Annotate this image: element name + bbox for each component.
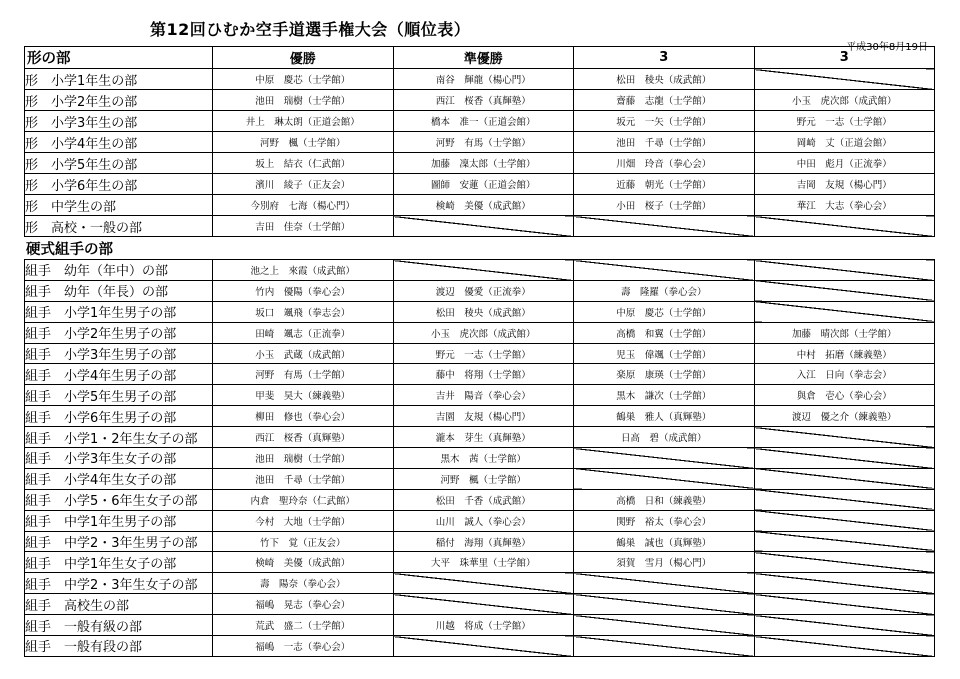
table-row bbox=[25, 531, 935, 552]
empty-result-cell bbox=[574, 636, 755, 657]
runner-up-cell: 南谷 輝龍（楊心門） bbox=[393, 69, 574, 90]
table-row bbox=[25, 195, 935, 216]
page-title: 第12回ひむか空手道選手権大会（順位表） bbox=[150, 20, 471, 39]
category-cell: 形 小学4年生の部 bbox=[25, 132, 213, 153]
table-row bbox=[25, 111, 935, 132]
winner-cell: 小玉 武蔵（成武館） bbox=[213, 343, 394, 364]
table-row bbox=[25, 468, 935, 489]
table-row bbox=[25, 510, 935, 531]
winner-cell: 西江 桜香（真輝塾） bbox=[213, 427, 394, 448]
third-a-cell: 楽原 康瑛（士学館） bbox=[574, 364, 755, 385]
winner-cell: 池田 瑞樹（士学館） bbox=[213, 90, 394, 111]
empty-result-cell bbox=[754, 280, 935, 301]
category-cell: 組手 小学4年生女子の部 bbox=[25, 468, 213, 489]
runner-up-cell: 西江 桜香（真輝塾） bbox=[393, 90, 574, 111]
empty-result-cell bbox=[754, 427, 935, 448]
runner-up-cell: 吉園 友規（楊心門） bbox=[393, 406, 574, 427]
winner-cell: 荒武 盛二（士学館） bbox=[213, 615, 394, 636]
runner-up-cell: 山川 誠人（拳心会） bbox=[393, 510, 574, 531]
table-row bbox=[25, 406, 935, 427]
third-a-cell: 須賀 雪月（楊心門） bbox=[574, 552, 755, 573]
third-a-cell: 松田 稜央（成武館） bbox=[574, 69, 755, 90]
winner-cell: 池田 瑞樹（士学館） bbox=[213, 448, 394, 469]
table-row bbox=[25, 552, 935, 573]
table-row bbox=[25, 90, 935, 111]
header-third-b: 3 bbox=[754, 47, 935, 69]
winner-cell: 柳田 修也（拳心会） bbox=[213, 406, 394, 427]
winner-cell: 甲斐 昊大（練義塾） bbox=[213, 385, 394, 406]
third-a-cell: 黒木 謙次（士学館） bbox=[574, 385, 755, 406]
category-cell: 形 小学6年生の部 bbox=[25, 174, 213, 195]
table-row bbox=[25, 280, 935, 301]
table-row bbox=[25, 573, 935, 594]
empty-result-cell bbox=[754, 301, 935, 322]
third-a-cell: 高橋 日和（練義塾） bbox=[574, 489, 755, 510]
empty-result-cell bbox=[754, 216, 935, 237]
runner-up-cell: 野元 一志（士学館） bbox=[393, 343, 574, 364]
category-cell: 組手 小学5年生男子の部 bbox=[25, 385, 213, 406]
runner-up-cell: 橋本 准一（正道会館） bbox=[393, 111, 574, 132]
table-row bbox=[25, 489, 935, 510]
category-cell: 形 中学生の部 bbox=[25, 195, 213, 216]
empty-result-cell bbox=[754, 594, 935, 615]
winner-cell: 壽 陽奈（拳心会） bbox=[213, 573, 394, 594]
runner-up-cell: 小玉 虎次郎（成武館） bbox=[393, 322, 574, 343]
kata-header-row bbox=[25, 47, 935, 69]
table-row bbox=[25, 343, 935, 364]
winner-cell: 坂上 結衣（仁武館） bbox=[213, 153, 394, 174]
third-b-cell: 吉岡 友規（楊心門） bbox=[754, 174, 935, 195]
category-cell: 組手 幼年（年長）の部 bbox=[25, 280, 213, 301]
third-b-cell: 岡崎 丈（正道会館） bbox=[754, 132, 935, 153]
runner-up-cell: 稲付 海翔（真輝塾） bbox=[393, 531, 574, 552]
table-row bbox=[25, 216, 935, 237]
table-row bbox=[25, 448, 935, 469]
winner-cell: 井上 琳太朗（正道会館） bbox=[213, 111, 394, 132]
empty-result-cell bbox=[393, 216, 574, 237]
winner-cell: 福嶋 晃志（拳心会） bbox=[213, 594, 394, 615]
third-a-cell: 齋藤 志龍（士学館） bbox=[574, 90, 755, 111]
table-row bbox=[25, 260, 935, 281]
empty-result-cell bbox=[754, 510, 935, 531]
winner-cell: 河野 有馬（士学館） bbox=[213, 364, 394, 385]
third-a-cell: 鶴巣 雅人（真輝塾） bbox=[574, 406, 755, 427]
category-cell: 組手 小学2年生男子の部 bbox=[25, 322, 213, 343]
winner-cell: 今村 大地（士学館） bbox=[213, 510, 394, 531]
third-a-cell: 近藤 朝光（士学館） bbox=[574, 174, 755, 195]
empty-result-cell bbox=[393, 594, 574, 615]
winner-cell: 池之上 來霞（成武館） bbox=[213, 260, 394, 281]
runner-up-cell: 松田 千香（成武館） bbox=[393, 489, 574, 510]
third-a-cell: 日高 碧（成武館） bbox=[574, 427, 755, 448]
third-b-cell: 與倉 壱心（拳心会） bbox=[754, 385, 935, 406]
empty-result-cell bbox=[393, 636, 574, 657]
third-a-cell: 池田 千尋（士学館） bbox=[574, 132, 755, 153]
category-cell: 組手 一般有段の部 bbox=[25, 636, 213, 657]
empty-result-cell bbox=[574, 615, 755, 636]
empty-result-cell bbox=[754, 468, 935, 489]
winner-cell: 中原 慶芯（士学館） bbox=[213, 69, 394, 90]
table-row bbox=[25, 427, 935, 448]
category-cell: 形 高校・一般の部 bbox=[25, 216, 213, 237]
category-cell: 組手 幼年（年中）の部 bbox=[25, 260, 213, 281]
empty-result-cell bbox=[754, 69, 935, 90]
kata-section-label: 形の部 bbox=[25, 47, 213, 69]
category-cell: 組手 中学1年生女子の部 bbox=[25, 552, 213, 573]
category-cell: 組手 小学1・2年生女子の部 bbox=[25, 427, 213, 448]
winner-cell: 坂口 颯飛（拳志会） bbox=[213, 301, 394, 322]
runner-up-cell: 瀧本 芽生（真輝塾） bbox=[393, 427, 574, 448]
category-cell: 組手 小学3年生女子の部 bbox=[25, 448, 213, 469]
winner-cell: 福嶋 一志（拳心会） bbox=[213, 636, 394, 657]
category-cell: 組手 小学6年生男子の部 bbox=[25, 406, 213, 427]
table-row bbox=[25, 301, 935, 322]
third-b-cell: 加藤 晴次郎（士学館） bbox=[754, 322, 935, 343]
third-a-cell: 高橋 和翼（士学館） bbox=[574, 322, 755, 343]
empty-result-cell bbox=[574, 260, 755, 281]
third-a-cell: 壽 隆羅（拳心会） bbox=[574, 280, 755, 301]
runner-up-cell: 吉井 陽音（拳心会） bbox=[393, 385, 574, 406]
runner-up-cell: 渡辺 優愛（正流拳） bbox=[393, 280, 574, 301]
category-cell: 組手 高校生の部 bbox=[25, 594, 213, 615]
third-a-cell: 中原 慶芯（士学館） bbox=[574, 301, 755, 322]
winner-cell: 検崎 美優（成武館） bbox=[213, 552, 394, 573]
third-a-cell: 川畑 玲音（拳心会） bbox=[574, 153, 755, 174]
third-a-cell: 小田 桜子（士学館） bbox=[574, 195, 755, 216]
category-cell: 組手 中学2・3年生女子の部 bbox=[25, 573, 213, 594]
table-row bbox=[25, 594, 935, 615]
runner-up-cell: 川越 将成（士学館） bbox=[393, 615, 574, 636]
category-cell: 組手 小学4年生男子の部 bbox=[25, 364, 213, 385]
category-cell: 組手 中学2・3年生男子の部 bbox=[25, 531, 213, 552]
empty-result-cell bbox=[754, 260, 935, 281]
winner-cell: 河野 楓（士学館） bbox=[213, 132, 394, 153]
table-row bbox=[25, 364, 935, 385]
category-cell: 組手 小学3年生男子の部 bbox=[25, 343, 213, 364]
winner-cell: 池田 千尋（士学館） bbox=[213, 468, 394, 489]
header-third-a: 3 bbox=[574, 47, 755, 69]
category-cell: 組手 中学1年生男子の部 bbox=[25, 510, 213, 531]
category-cell: 組手 小学1年生男子の部 bbox=[25, 301, 213, 322]
runner-up-cell: 加藤 凜太郎（士学館） bbox=[393, 153, 574, 174]
table-row bbox=[25, 69, 935, 90]
runner-up-cell: 松田 稜央（成武館） bbox=[393, 301, 574, 322]
winner-cell: 今別府 七海（楊心門） bbox=[213, 195, 394, 216]
third-b-cell: 野元 一志（士学館） bbox=[754, 111, 935, 132]
runner-up-cell: 大平 珠華里（士学館） bbox=[393, 552, 574, 573]
runner-up-cell: 黒木 茜（士学館） bbox=[393, 448, 574, 469]
runner-up-cell: 圖師 安蓮（正道会館） bbox=[393, 174, 574, 195]
third-b-cell: 中田 彪月（正流拳） bbox=[754, 153, 935, 174]
table-row bbox=[25, 385, 935, 406]
category-cell: 形 小学2年生の部 bbox=[25, 90, 213, 111]
category-cell: 形 小学1年生の部 bbox=[25, 69, 213, 90]
empty-result-cell bbox=[754, 615, 935, 636]
header-runner-up: 準優勝 bbox=[393, 47, 574, 69]
runner-up-cell: 藤中 将翔（士学館） bbox=[393, 364, 574, 385]
winner-cell: 竹内 優陽（拳心会） bbox=[213, 280, 394, 301]
third-b-cell: 渡辺 優之介（練義塾） bbox=[754, 406, 935, 427]
runner-up-cell: 河野 有馬（士学館） bbox=[393, 132, 574, 153]
category-cell: 形 小学3年生の部 bbox=[25, 111, 213, 132]
empty-result-cell bbox=[574, 594, 755, 615]
winner-cell: 濱川 綾子（正友会） bbox=[213, 174, 394, 195]
table-row bbox=[25, 132, 935, 153]
third-b-cell: 入江 日向（拳志会） bbox=[754, 364, 935, 385]
empty-result-cell bbox=[754, 489, 935, 510]
empty-result-cell bbox=[574, 216, 755, 237]
winner-cell: 吉田 佳奈（士学館） bbox=[213, 216, 394, 237]
empty-result-cell bbox=[754, 636, 935, 657]
runner-up-cell: 検崎 美優（成武館） bbox=[393, 195, 574, 216]
empty-result-cell bbox=[754, 573, 935, 594]
event-date: 平成30年8月19日 bbox=[846, 42, 928, 53]
third-b-cell: 華江 大志（拳心会） bbox=[754, 195, 935, 216]
table-row bbox=[25, 322, 935, 343]
category-cell: 組手 一般有級の部 bbox=[25, 615, 213, 636]
category-cell: 形 小学5年生の部 bbox=[25, 153, 213, 174]
winner-cell: 田崎 颯志（正流拳） bbox=[213, 322, 394, 343]
third-b-cell: 中村 拓磨（練義塾） bbox=[754, 343, 935, 364]
kumite-results-table bbox=[24, 259, 935, 657]
table-row bbox=[25, 174, 935, 195]
empty-result-cell bbox=[754, 552, 935, 573]
winner-cell: 内倉 聖玲奈（仁武館） bbox=[213, 489, 394, 510]
empty-result-cell bbox=[574, 448, 755, 469]
table-row bbox=[25, 615, 935, 636]
kata-results-table bbox=[24, 46, 935, 237]
table-row bbox=[25, 636, 935, 657]
header-winner: 優勝 bbox=[213, 47, 394, 69]
runner-up-cell: 河野 楓（士学館） bbox=[393, 468, 574, 489]
kumite-section-label: 硬式組手の部 bbox=[26, 242, 113, 258]
empty-result-cell bbox=[393, 260, 574, 281]
empty-result-cell bbox=[393, 573, 574, 594]
winner-cell: 竹下 覚（正友会） bbox=[213, 531, 394, 552]
empty-result-cell bbox=[574, 573, 755, 594]
table-row bbox=[25, 153, 935, 174]
third-a-cell: 坂元 一矢（士学館） bbox=[574, 111, 755, 132]
empty-result-cell bbox=[574, 468, 755, 489]
third-a-cell: 鶴巣 誠也（真輝塾） bbox=[574, 531, 755, 552]
third-a-cell: 関野 裕太（拳心会） bbox=[574, 510, 755, 531]
third-a-cell: 児玉 偉颯（士学館） bbox=[574, 343, 755, 364]
empty-result-cell bbox=[754, 531, 935, 552]
category-cell: 組手 小学5・6年生女子の部 bbox=[25, 489, 213, 510]
empty-result-cell bbox=[754, 448, 935, 469]
third-b-cell: 小玉 虎次郎（成武館） bbox=[754, 90, 935, 111]
